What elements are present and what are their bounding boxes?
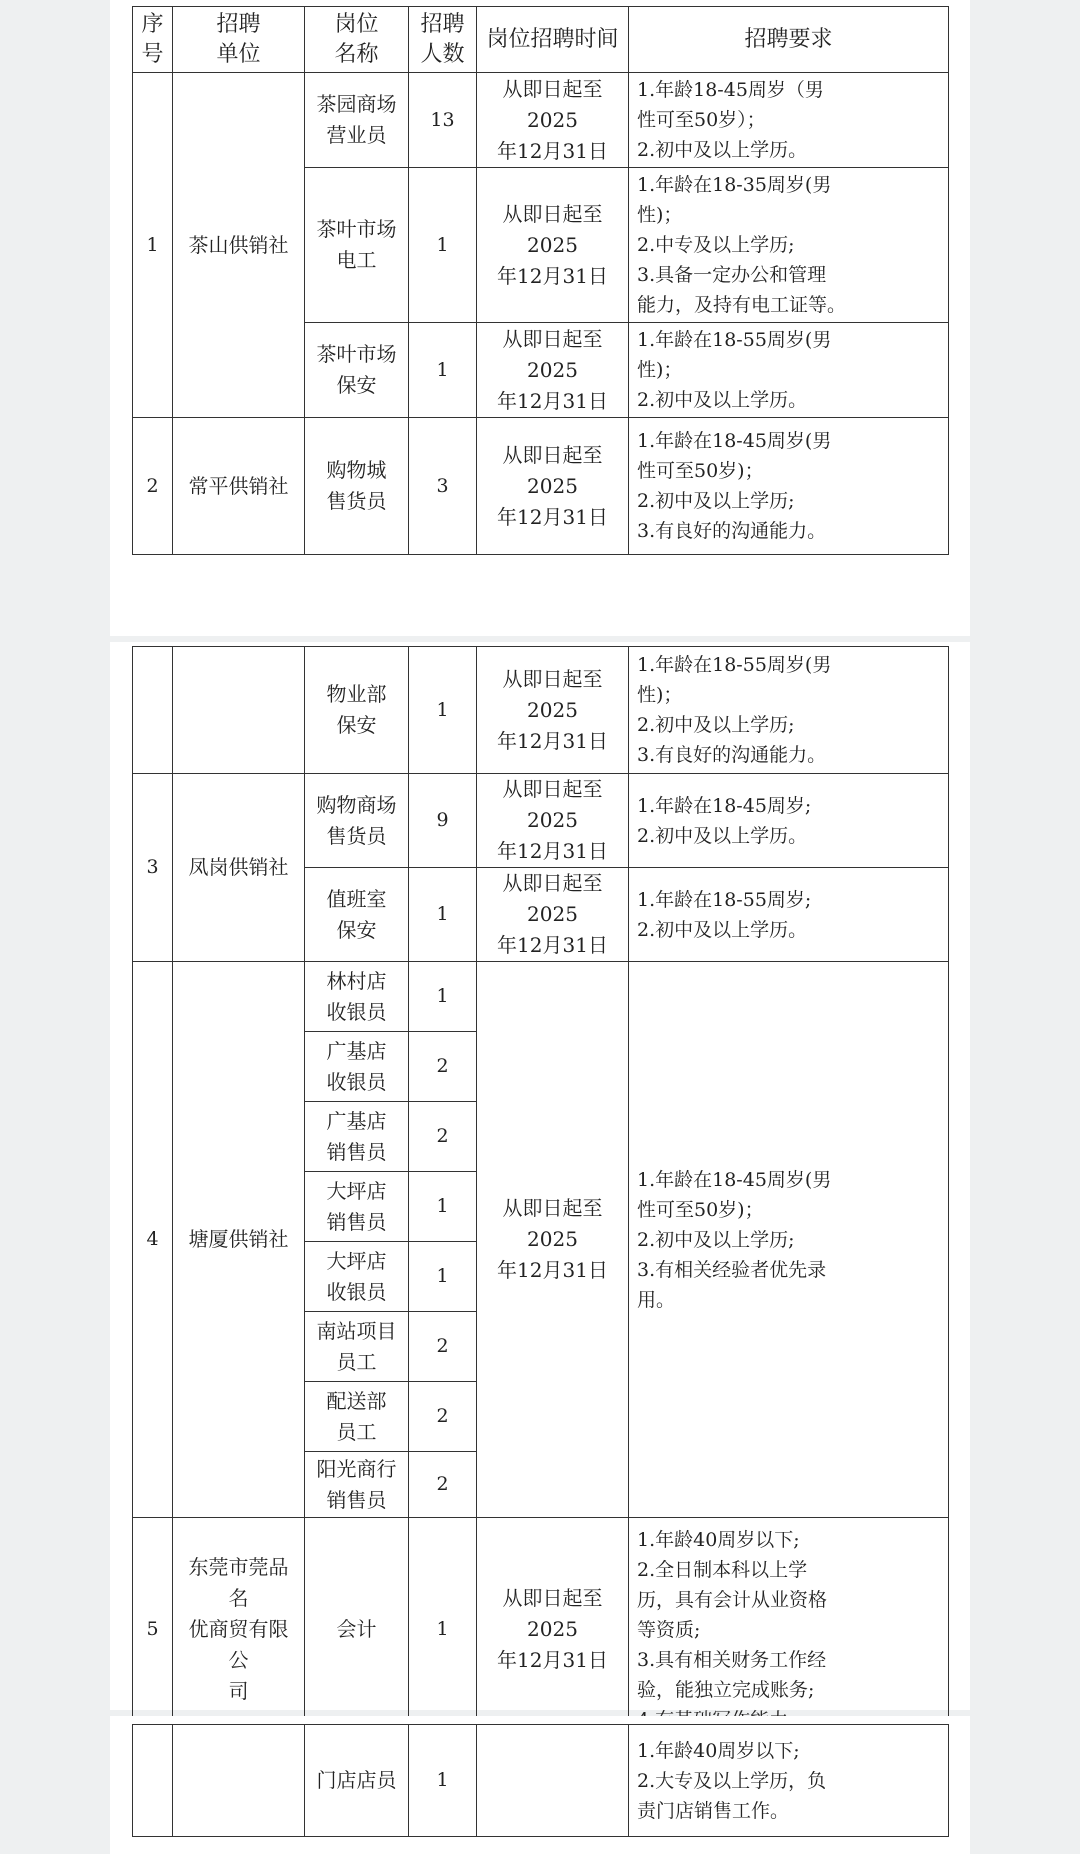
requirements-cell: 1.年龄在18-35周岁(男 性)； 2.中专及以上学历; 3.具备一定办公和管理 能力，及持有电工证等。	[629, 168, 949, 323]
unit-cell	[173, 647, 305, 774]
post-cell: 阳光商行 销售员	[305, 1452, 409, 1518]
count-cell: 2	[409, 1382, 477, 1452]
period-cell: 从即日起至2025 年12月31日	[477, 1518, 629, 1742]
post-cell: 购物城 售货员	[305, 418, 409, 555]
post-cell: 茶叶市场 保安	[305, 323, 409, 418]
period-cell	[477, 1725, 629, 1837]
seq-cell	[133, 647, 173, 774]
post-cell: 茶园商场 营业员	[305, 73, 409, 168]
unit-cell: 塘厦供销社	[173, 962, 305, 1518]
requirements-cell: 1.年龄在18-45周岁(男 性可至50岁)； 2.初中及以上学历; 3.有相关经验者优先录 用。	[629, 962, 949, 1518]
table-row	[133, 1725, 949, 1837]
unit-cell: 东莞市莞品名 优商贸有限公 司	[173, 1518, 305, 1742]
post-cell: 南站项目 员工	[305, 1312, 409, 1382]
post-cell: 广基店 收银员	[305, 1032, 409, 1102]
post-cell: 配送部 员工	[305, 1382, 409, 1452]
table-row	[133, 647, 949, 774]
page-1	[110, 0, 970, 636]
seq-cell: 5	[133, 1518, 173, 1742]
header-requirements: 招聘要求	[629, 7, 949, 73]
requirements-cell: 1.年龄在18-45周岁(男 性可至50岁)； 2.初中及以上学历; 3.有良好的沟通能力。	[629, 418, 949, 555]
period-cell: 从即日起至2025 年12月31日	[477, 323, 629, 418]
header-post: 岗位 名称	[305, 7, 409, 73]
seq-cell	[133, 1725, 173, 1837]
table-row	[133, 73, 949, 168]
requirements-cell: 1.年龄在18-55周岁(男 性)； 2.初中及以上学历; 3.有良好的沟通能力。	[629, 647, 949, 774]
requirements-cell: 1.年龄在18-55周岁; 2.初中及以上学历。	[629, 868, 949, 962]
post-cell: 大坪店 收银员	[305, 1242, 409, 1312]
header-count: 招聘 人数	[409, 7, 477, 73]
count-cell: 1	[409, 868, 477, 962]
table-row	[133, 1518, 949, 1742]
unit-cell	[173, 1725, 305, 1837]
count-cell: 1	[409, 1725, 477, 1837]
post-cell: 门店店员	[305, 1725, 409, 1837]
page-3	[110, 1716, 970, 1854]
count-cell: 9	[409, 774, 477, 868]
recruitment-table-part-1	[132, 6, 949, 555]
count-cell: 1	[409, 1172, 477, 1242]
count-cell: 1	[409, 323, 477, 418]
period-cell: 从即日起至2025 年12月31日	[477, 868, 629, 962]
header-seq: 序 号	[133, 7, 173, 73]
count-cell: 3	[409, 418, 477, 555]
seq-cell: 4	[133, 962, 173, 1518]
table-row	[133, 774, 949, 868]
period-cell: 从即日起至2025 年12月31日	[477, 418, 629, 555]
count-cell: 2	[409, 1452, 477, 1518]
post-cell: 广基店 销售员	[305, 1102, 409, 1172]
header-period: 岗位招聘时间	[477, 7, 629, 73]
requirements-cell: 1.年龄18-45周岁（男 性可至50岁）； 2.初中及以上学历。	[629, 73, 949, 168]
seq-cell: 2	[133, 418, 173, 555]
post-cell: 会计	[305, 1518, 409, 1742]
post-cell: 茶叶市场 电工	[305, 168, 409, 323]
unit-cell: 常平供销社	[173, 418, 305, 555]
unit-cell: 凤岗供销社	[173, 774, 305, 962]
post-cell: 值班室 保安	[305, 868, 409, 962]
count-cell: 2	[409, 1312, 477, 1382]
period-cell: 从即日起至2025 年12月31日	[477, 73, 629, 168]
period-cell: 从即日起至2025 年12月31日	[477, 962, 629, 1518]
page-2	[110, 642, 970, 1710]
recruitment-table-part-2	[132, 646, 949, 1742]
unit-cell: 茶山供销社	[173, 73, 305, 418]
count-cell: 1	[409, 647, 477, 774]
table-header-row	[133, 7, 949, 73]
post-cell: 物业部 保安	[305, 647, 409, 774]
count-cell: 1	[409, 168, 477, 323]
recruitment-table-part-3	[132, 1724, 949, 1837]
header-unit: 招聘 单位	[173, 7, 305, 73]
count-cell: 13	[409, 73, 477, 168]
requirements-cell: 1.年龄40周岁以下; 2.大专及以上学历，负 责门店销售工作。	[629, 1725, 949, 1837]
table-row	[133, 962, 949, 1032]
period-cell: 从即日起至2025 年12月31日	[477, 168, 629, 323]
requirements-cell: 1.年龄在18-45周岁; 2.初中及以上学历。	[629, 774, 949, 868]
post-cell: 购物商场 售货员	[305, 774, 409, 868]
count-cell: 1	[409, 1242, 477, 1312]
requirements-cell: 1.年龄在18-55周岁(男 性)； 2.初中及以上学历。	[629, 323, 949, 418]
requirements-cell: 1.年龄40周岁以下; 2.全日制本科以上学 历，具有会计从业资格 等资质; 3.具有相关财务工作经 验，能独立完成账务;	[629, 1518, 949, 1742]
seq-cell: 1	[133, 73, 173, 418]
count-cell: 2	[409, 1102, 477, 1172]
post-cell: 大坪店 销售员	[305, 1172, 409, 1242]
period-cell: 从即日起至2025 年12月31日	[477, 647, 629, 774]
post-cell: 林村店 收银员	[305, 962, 409, 1032]
table-row	[133, 418, 949, 555]
count-cell: 1	[409, 962, 477, 1032]
seq-cell: 3	[133, 774, 173, 962]
count-cell: 1	[409, 1518, 477, 1742]
period-cell: 从即日起至2025 年12月31日	[477, 774, 629, 868]
count-cell: 2	[409, 1032, 477, 1102]
